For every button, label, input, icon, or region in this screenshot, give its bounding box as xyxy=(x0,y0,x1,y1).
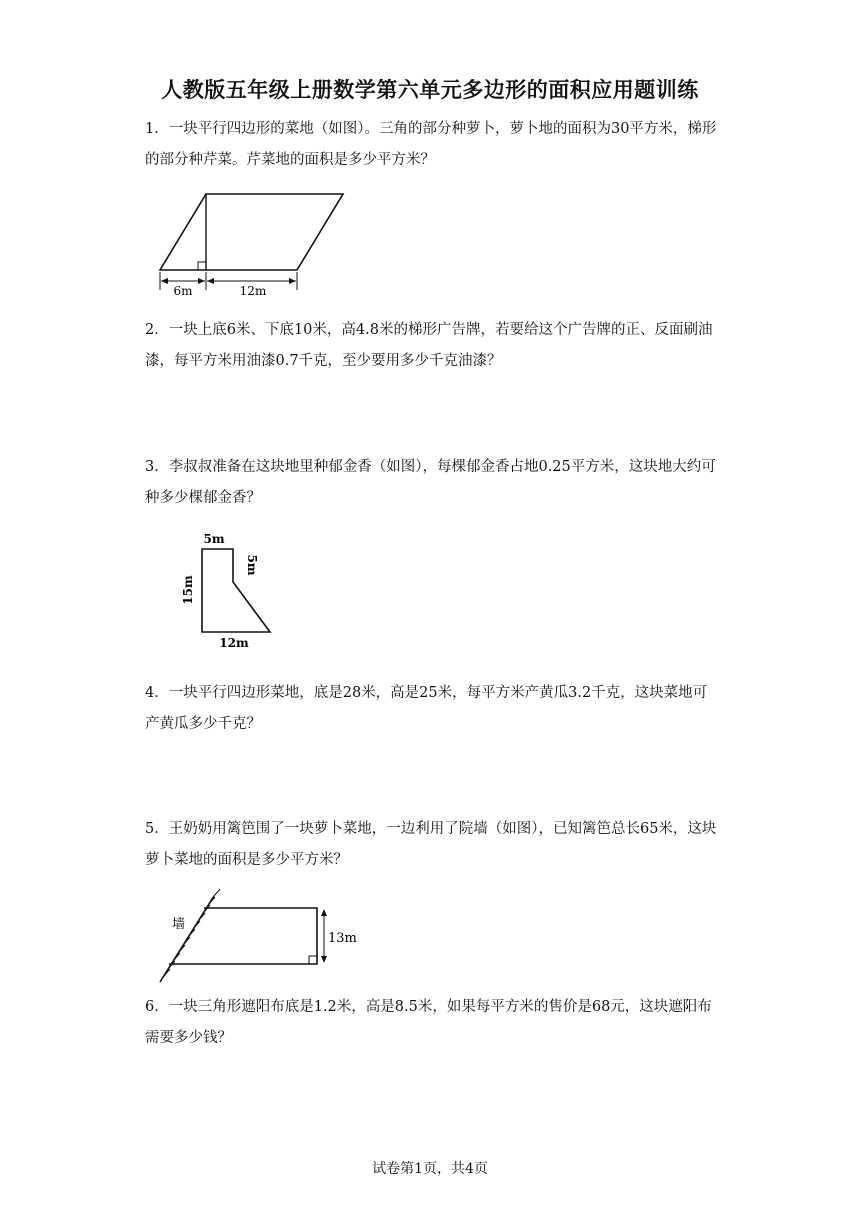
figure-3-label-left: 15m xyxy=(181,575,195,605)
question-2: 2．一块上底6米、下底10米，高4.8米的梯形广告牌，若要给这个广告牌的正、反面刷油漆，每平方米用油漆0.7千克，至少要用多少千克油漆？ xyxy=(145,322,713,369)
page-title: 人教版五年级上册数学第六单元多边形的面积应用题训练 xyxy=(161,78,699,102)
figure-1-parallelogram xyxy=(150,188,355,298)
question-3: 3．李叔叔准备在这块地里种郁金香（如图），每棵郁金香占地0.25平方米，这块地大约可种多少棵郁金香？ xyxy=(145,459,716,506)
figure-5-height-label: 13m xyxy=(328,931,357,946)
figure-3-label-top: 5m xyxy=(203,532,225,546)
figure-3-label-bottom: 12m xyxy=(219,636,249,650)
question-6: 6．一块三角形遮阳布底是1.2米，高是8.5米，如果每平方米的售价是68元，这块遮阳布需要多少钱？ xyxy=(145,999,712,1046)
question-4: 4．一块平行四边形菜地，底是28米，高是25米，每平方米产黄瓜3.2千克，这块菜地可产黄瓜多少千克？ xyxy=(145,685,708,732)
figure-1-label-12m: 12m xyxy=(239,284,267,298)
question-5: 5．王奶奶用篱笆围了一块萝卜菜地，一边利用了院墙（如图），已知篱笆总长65米，这块萝卜菜地的面积是多少平方米？ xyxy=(145,821,717,868)
figure-3-label-right: 5m xyxy=(245,554,259,576)
figure-1-label-6m: 6m xyxy=(173,284,193,298)
figure-5-wall-label: 墙 xyxy=(172,917,186,932)
figure-5-garden-with-wall xyxy=(152,884,362,986)
page-footer: 试卷第1页，共4页 xyxy=(372,1161,488,1177)
figure-3-trapezoid-land xyxy=(178,527,278,651)
question-1: 1．一块平行四边形的菜地（如图）。三角的部分种萝卜，萝卜地的面积为30平方米，梯形的部分种芹菜。芹菜地的面积是多少平方米？ xyxy=(145,121,717,168)
